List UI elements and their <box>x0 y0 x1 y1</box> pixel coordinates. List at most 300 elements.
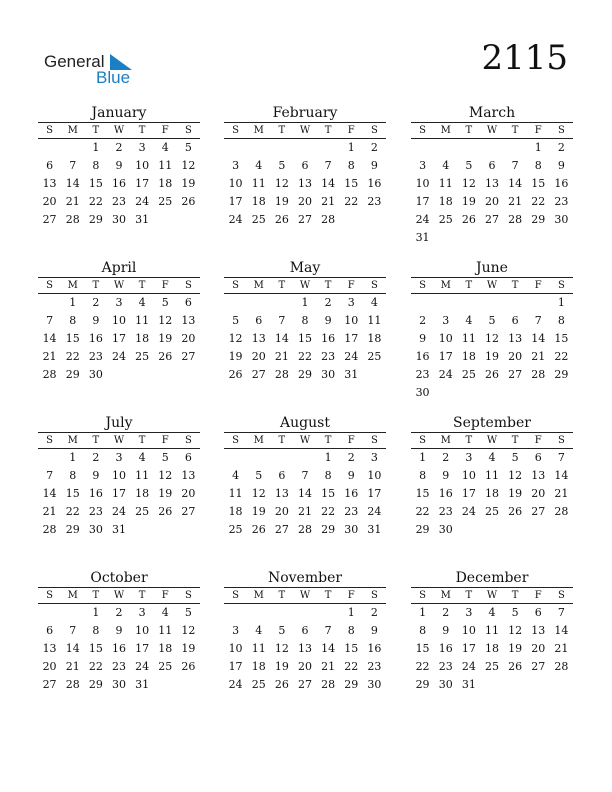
day-cell: 1 <box>347 141 355 154</box>
day-cell: 30 <box>554 213 569 226</box>
day-cell: 20 <box>297 195 312 208</box>
day-cell: 26 <box>274 213 289 226</box>
day-cell: 29 <box>65 523 80 536</box>
day-cell: 8 <box>92 159 100 172</box>
day-cell: 26 <box>228 368 243 381</box>
weekday-label: S <box>411 433 434 449</box>
day-cell: 11 <box>461 332 476 345</box>
weekday-label: S <box>177 123 200 139</box>
day-cell: 18 <box>367 332 382 345</box>
weekday-label: S <box>224 123 247 139</box>
empty-day <box>270 139 293 157</box>
weekday-label: F <box>340 433 363 449</box>
weekday-label: M <box>434 588 457 604</box>
day-cell: 2 <box>370 141 378 154</box>
day-cell: 8 <box>69 469 77 482</box>
day-cell: 23 <box>367 195 382 208</box>
day-cell: 18 <box>135 332 150 345</box>
day-cell: 13 <box>181 469 196 482</box>
day-cell: 13 <box>531 624 546 637</box>
day-cell: 9 <box>324 314 332 327</box>
day-cell: 13 <box>297 642 312 655</box>
day-cell: 18 <box>251 195 266 208</box>
day-cell: 20 <box>181 332 196 345</box>
day-cell: 7 <box>69 159 77 172</box>
day-cell: 23 <box>415 368 430 381</box>
weekday-label: W <box>107 278 130 294</box>
empty-day <box>270 294 293 312</box>
day-cell: 21 <box>321 660 336 673</box>
month-title: February <box>224 104 386 123</box>
month-november <box>224 569 386 694</box>
empty-day <box>457 294 480 312</box>
day-cell: 31 <box>135 213 150 226</box>
day-grid <box>411 433 573 539</box>
day-cell: 18 <box>251 660 266 673</box>
empty-day <box>317 604 340 622</box>
day-cell: 31 <box>461 678 476 691</box>
day-cell: 19 <box>484 350 499 363</box>
month-april <box>38 259 200 384</box>
day-cell: 28 <box>42 368 57 381</box>
day-cell: 28 <box>274 368 289 381</box>
day-cell: 8 <box>347 159 355 172</box>
empty-day <box>247 139 270 157</box>
day-cell: 12 <box>274 177 289 190</box>
day-cell: 13 <box>181 314 196 327</box>
day-grid <box>224 278 386 384</box>
day-cell: 26 <box>251 523 266 536</box>
day-cell: 16 <box>554 177 569 190</box>
day-cell: 11 <box>367 314 382 327</box>
day-cell: 25 <box>484 505 499 518</box>
empty-day <box>293 139 316 157</box>
day-cell: 22 <box>88 195 103 208</box>
day-cell: 5 <box>278 159 286 172</box>
day-cell: 7 <box>534 314 542 327</box>
day-cell: 28 <box>554 660 569 673</box>
day-cell: 3 <box>232 624 240 637</box>
day-cell: 22 <box>297 350 312 363</box>
day-cell: 28 <box>321 678 336 691</box>
day-cell: 21 <box>65 660 80 673</box>
day-cell: 15 <box>88 177 103 190</box>
empty-day <box>38 449 61 467</box>
weekday-label: F <box>154 278 177 294</box>
day-cell: 30 <box>415 386 430 399</box>
weekday-label: T <box>270 123 293 139</box>
day-cell: 5 <box>232 314 240 327</box>
weekday-label: W <box>480 278 503 294</box>
day-cell: 18 <box>484 642 499 655</box>
day-cell: 5 <box>465 159 473 172</box>
month-title: November <box>224 569 386 588</box>
empty-day <box>224 449 247 467</box>
day-cell: 13 <box>251 332 266 345</box>
day-cell: 25 <box>158 195 173 208</box>
day-cell: 31 <box>367 523 382 536</box>
day-cell: 2 <box>347 451 355 464</box>
day-cell: 5 <box>511 451 519 464</box>
weekday-label: T <box>317 278 340 294</box>
weekday-label: S <box>411 123 434 139</box>
month-february <box>224 104 386 229</box>
day-cell: 4 <box>232 469 240 482</box>
empty-day <box>38 139 61 157</box>
day-cell: 8 <box>69 314 77 327</box>
day-cell: 26 <box>484 368 499 381</box>
day-cell: 25 <box>367 350 382 363</box>
day-cell: 12 <box>461 177 476 190</box>
day-cell: 24 <box>135 660 150 673</box>
day-cell: 2 <box>92 296 100 309</box>
day-cell: 27 <box>297 678 312 691</box>
day-cell: 6 <box>301 159 309 172</box>
day-cell: 6 <box>184 296 192 309</box>
empty-day <box>224 604 247 622</box>
day-cell: 8 <box>301 314 309 327</box>
day-cell: 16 <box>88 487 103 500</box>
day-cell: 18 <box>158 642 173 655</box>
day-cell: 19 <box>158 487 173 500</box>
month-title: June <box>411 259 573 278</box>
day-cell: 9 <box>92 314 100 327</box>
day-cell: 15 <box>65 487 80 500</box>
day-cell: 4 <box>138 296 146 309</box>
day-cell: 15 <box>321 487 336 500</box>
day-grid <box>38 123 200 229</box>
day-cell: 29 <box>531 213 546 226</box>
day-cell: 19 <box>181 177 196 190</box>
day-cell: 3 <box>442 314 450 327</box>
weekday-label: M <box>434 278 457 294</box>
weekday-label: S <box>550 433 573 449</box>
day-cell: 29 <box>88 213 103 226</box>
day-cell: 3 <box>138 606 146 619</box>
day-cell: 15 <box>297 332 312 345</box>
day-cell: 14 <box>508 177 523 190</box>
day-cell: 15 <box>65 332 80 345</box>
day-cell: 17 <box>344 332 359 345</box>
day-cell: 14 <box>554 469 569 482</box>
day-cell: 22 <box>344 195 359 208</box>
weekday-label: F <box>154 123 177 139</box>
weekday-label: S <box>224 433 247 449</box>
day-cell: 24 <box>438 368 453 381</box>
day-cell: 1 <box>69 451 77 464</box>
weekday-label: F <box>154 588 177 604</box>
day-cell: 12 <box>228 332 243 345</box>
day-cell: 18 <box>461 350 476 363</box>
weekday-label: W <box>107 588 130 604</box>
day-cell: 7 <box>46 314 54 327</box>
day-cell: 30 <box>438 523 453 536</box>
weekday-label: M <box>247 123 270 139</box>
day-cell: 30 <box>438 678 453 691</box>
day-cell: 3 <box>347 296 355 309</box>
day-cell: 7 <box>69 624 77 637</box>
weekday-label: T <box>457 433 480 449</box>
weekday-label: T <box>504 588 527 604</box>
day-cell: 7 <box>324 159 332 172</box>
day-grid <box>411 278 573 402</box>
day-cell: 10 <box>344 314 359 327</box>
day-cell: 15 <box>344 177 359 190</box>
weekday-label: M <box>247 278 270 294</box>
weekday-label: M <box>434 123 457 139</box>
weekday-label: T <box>84 278 107 294</box>
day-cell: 14 <box>321 177 336 190</box>
day-cell: 19 <box>228 350 243 363</box>
day-cell: 29 <box>65 368 80 381</box>
day-cell: 12 <box>484 332 499 345</box>
day-cell: 10 <box>111 314 126 327</box>
day-cell: 18 <box>135 487 150 500</box>
day-cell: 11 <box>438 177 453 190</box>
day-cell: 16 <box>438 487 453 500</box>
day-cell: 13 <box>42 642 57 655</box>
day-cell: 20 <box>42 195 57 208</box>
weekday-label: T <box>270 278 293 294</box>
day-cell: 16 <box>111 177 126 190</box>
day-cell: 7 <box>557 451 565 464</box>
month-title: April <box>38 259 200 278</box>
day-cell: 11 <box>251 177 266 190</box>
day-cell: 18 <box>438 195 453 208</box>
day-cell: 29 <box>554 368 569 381</box>
day-cell: 12 <box>508 469 523 482</box>
day-cell: 22 <box>531 195 546 208</box>
day-cell: 5 <box>161 296 169 309</box>
day-cell: 21 <box>508 195 523 208</box>
day-cell: 27 <box>531 660 546 673</box>
weekday-label: W <box>107 123 130 139</box>
day-cell: 30 <box>367 678 382 691</box>
weekday-label: F <box>340 278 363 294</box>
day-cell: 5 <box>184 606 192 619</box>
day-cell: 4 <box>161 606 169 619</box>
weekday-label: T <box>131 588 154 604</box>
day-grid <box>38 433 200 539</box>
day-cell: 13 <box>484 177 499 190</box>
empty-day <box>293 449 316 467</box>
day-cell: 23 <box>111 660 126 673</box>
day-cell: 20 <box>484 195 499 208</box>
month-march <box>411 104 573 247</box>
day-cell: 3 <box>465 606 473 619</box>
day-cell: 21 <box>321 195 336 208</box>
month-title: October <box>38 569 200 588</box>
month-title: May <box>224 259 386 278</box>
day-cell: 27 <box>181 350 196 363</box>
empty-day <box>247 294 270 312</box>
day-cell: 29 <box>88 678 103 691</box>
weekday-label: S <box>411 278 434 294</box>
day-cell: 23 <box>344 505 359 518</box>
empty-day <box>480 294 503 312</box>
empty-day <box>411 139 434 157</box>
empty-day <box>434 139 457 157</box>
weekday-label: F <box>527 123 550 139</box>
weekday-label: W <box>293 278 316 294</box>
day-cell: 26 <box>274 678 289 691</box>
weekday-label: M <box>61 278 84 294</box>
day-cell: 6 <box>511 314 519 327</box>
month-january <box>38 104 200 229</box>
day-cell: 25 <box>251 213 266 226</box>
logo <box>44 50 144 90</box>
day-cell: 23 <box>438 505 453 518</box>
day-cell: 6 <box>255 314 263 327</box>
month-title: March <box>411 104 573 123</box>
day-cell: 24 <box>461 505 476 518</box>
day-cell: 29 <box>344 678 359 691</box>
day-cell: 1 <box>557 296 565 309</box>
weekday-label: S <box>550 278 573 294</box>
day-cell: 7 <box>511 159 519 172</box>
empty-day <box>247 449 270 467</box>
weekday-label: W <box>480 433 503 449</box>
weekday-label: F <box>527 278 550 294</box>
day-cell: 6 <box>488 159 496 172</box>
day-cell: 25 <box>135 350 150 363</box>
day-cell: 22 <box>65 350 80 363</box>
day-cell: 18 <box>158 177 173 190</box>
day-cell: 13 <box>42 177 57 190</box>
day-cell: 6 <box>46 159 54 172</box>
day-cell: 27 <box>42 213 57 226</box>
day-cell: 20 <box>274 505 289 518</box>
day-cell: 25 <box>228 523 243 536</box>
logo-text-general: General <box>44 52 105 71</box>
day-grid <box>411 588 573 694</box>
day-cell: 20 <box>508 350 523 363</box>
weekday-label: S <box>38 433 61 449</box>
year-title: 2115 <box>481 38 568 78</box>
day-cell: 12 <box>158 469 173 482</box>
empty-day <box>38 294 61 312</box>
empty-day <box>247 604 270 622</box>
month-june <box>411 259 573 402</box>
weekday-label: T <box>317 433 340 449</box>
day-cell: 14 <box>274 332 289 345</box>
day-cell: 19 <box>274 195 289 208</box>
day-cell: 27 <box>42 678 57 691</box>
weekday-label: S <box>363 123 386 139</box>
month-october <box>38 569 200 694</box>
day-cell: 8 <box>419 624 427 637</box>
day-cell: 21 <box>42 350 57 363</box>
day-cell: 8 <box>419 469 427 482</box>
day-cell: 8 <box>347 624 355 637</box>
day-cell: 12 <box>181 159 196 172</box>
day-cell: 6 <box>301 624 309 637</box>
weekday-label: M <box>61 433 84 449</box>
day-cell: 9 <box>347 469 355 482</box>
month-title: January <box>38 104 200 123</box>
day-cell: 2 <box>92 451 100 464</box>
day-cell: 17 <box>111 332 126 345</box>
day-cell: 19 <box>158 332 173 345</box>
day-cell: 28 <box>531 368 546 381</box>
day-cell: 24 <box>367 505 382 518</box>
day-cell: 22 <box>321 505 336 518</box>
day-cell: 14 <box>65 642 80 655</box>
day-cell: 30 <box>111 213 126 226</box>
day-cell: 26 <box>461 213 476 226</box>
day-cell: 21 <box>531 350 546 363</box>
day-cell: 19 <box>274 660 289 673</box>
day-cell: 22 <box>88 660 103 673</box>
day-cell: 17 <box>461 487 476 500</box>
day-cell: 24 <box>111 505 126 518</box>
day-cell: 7 <box>46 469 54 482</box>
day-cell: 29 <box>415 523 430 536</box>
day-cell: 20 <box>181 487 196 500</box>
day-cell: 11 <box>251 642 266 655</box>
weekday-label: W <box>480 588 503 604</box>
day-cell: 12 <box>181 624 196 637</box>
day-cell: 20 <box>531 642 546 655</box>
day-cell: 22 <box>554 350 569 363</box>
day-cell: 23 <box>88 350 103 363</box>
weekday-label: W <box>107 433 130 449</box>
weekday-label: T <box>84 123 107 139</box>
day-cell: 17 <box>135 177 150 190</box>
weekday-label: F <box>340 588 363 604</box>
day-cell: 9 <box>557 159 565 172</box>
day-cell: 9 <box>419 332 427 345</box>
day-cell: 26 <box>158 350 173 363</box>
empty-day <box>224 294 247 312</box>
day-cell: 25 <box>251 678 266 691</box>
day-cell: 30 <box>321 368 336 381</box>
day-cell: 28 <box>42 523 57 536</box>
weekday-label: S <box>550 588 573 604</box>
day-cell: 24 <box>135 195 150 208</box>
day-cell: 27 <box>251 368 266 381</box>
day-cell: 27 <box>297 213 312 226</box>
day-cell: 16 <box>321 332 336 345</box>
day-cell: 19 <box>181 642 196 655</box>
day-cell: 6 <box>534 451 542 464</box>
month-title: August <box>224 414 386 433</box>
weekday-label: T <box>270 433 293 449</box>
day-cell: 20 <box>531 487 546 500</box>
day-cell: 4 <box>255 159 263 172</box>
day-cell: 11 <box>228 487 243 500</box>
day-grid <box>224 123 386 229</box>
weekday-label: S <box>363 588 386 604</box>
weekday-label: T <box>457 123 480 139</box>
day-cell: 1 <box>419 606 427 619</box>
day-cell: 17 <box>228 195 243 208</box>
day-cell: 27 <box>181 505 196 518</box>
day-cell: 31 <box>415 231 430 244</box>
day-cell: 26 <box>181 195 196 208</box>
day-cell: 16 <box>344 487 359 500</box>
day-cell: 10 <box>461 624 476 637</box>
logo-text-blue: Blue <box>96 68 131 87</box>
empty-day <box>434 294 457 312</box>
day-cell: 29 <box>415 678 430 691</box>
day-cell: 3 <box>370 451 378 464</box>
day-cell: 14 <box>297 487 312 500</box>
day-cell: 12 <box>158 314 173 327</box>
weekday-label: M <box>247 433 270 449</box>
day-cell: 2 <box>115 606 123 619</box>
day-cell: 25 <box>461 368 476 381</box>
